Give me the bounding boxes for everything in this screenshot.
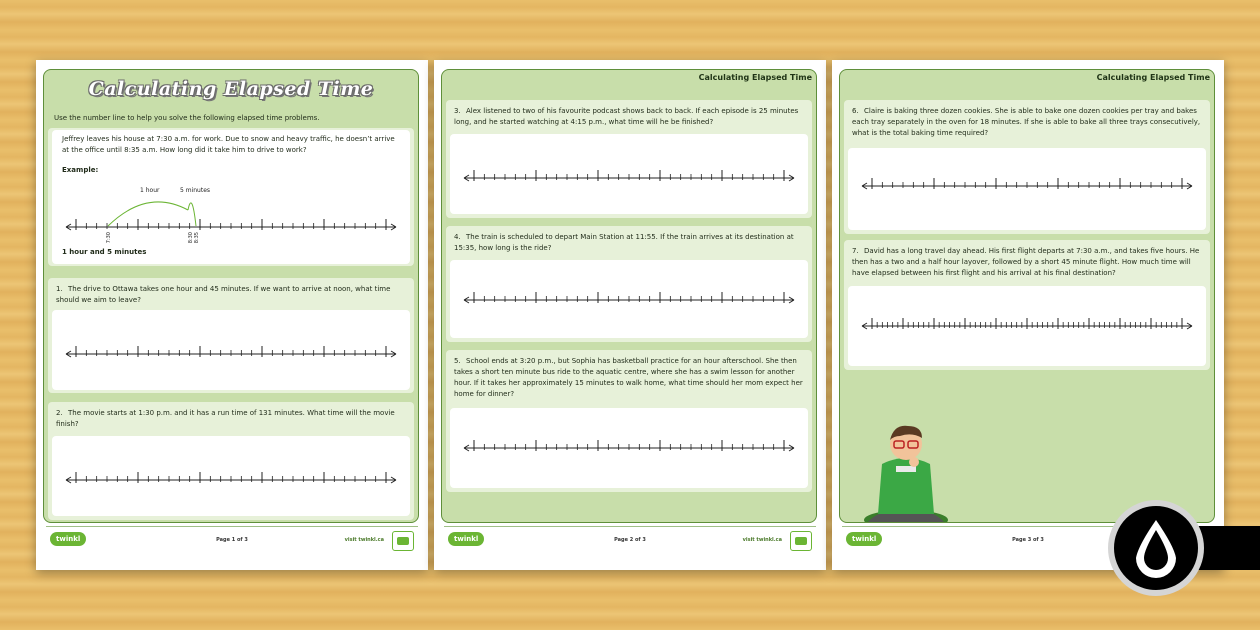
question-body: The movie starts at 1:30 p.m. and it has a run time of 131 minutes. What time will the movie finish? xyxy=(56,409,395,428)
question-number: 6. xyxy=(852,107,859,115)
question-3-panel xyxy=(446,100,812,218)
instructions: Use the number line to help you solve the following elapsed time problems. xyxy=(54,114,320,122)
example-problem: Jeffrey leaves his house at 7:30 a.m. for work. Due to snow and heavy traffic, he doesn’t arrive at the office until 8:35 a.m. How long did it take him to drive to work? xyxy=(62,135,395,154)
number-line-4 xyxy=(450,260,808,338)
question-body: Claire is baking three dozen cookies. She is able to bake one dozen cookies per tray and bakes each tray separately in the oven for 18 minutes. If she is able to bake all three trays consecutively, what is the total baking time required? xyxy=(852,107,1201,137)
answer-box-7[interactable] xyxy=(848,286,1206,366)
number-line-7 xyxy=(848,286,1206,366)
footer-rule xyxy=(46,526,418,527)
worksheet-page-1 xyxy=(36,60,428,570)
page-number: Page 3 of 3 xyxy=(1012,537,1044,543)
question-body: David has a long travel day ahead. His first flight departs at 7:30 a.m., and takes five hours. He then has a two and a half hour layover, followed by a short 45 minute flight. How much time will have elapsed between his first flight and his arrival at his final destination? xyxy=(852,247,1200,277)
footer-rule xyxy=(444,526,816,527)
question-1-text xyxy=(56,284,406,306)
jump-label-1: 1 hour xyxy=(140,187,160,194)
question-number: 3. xyxy=(454,107,461,115)
example-label: Example: xyxy=(62,166,99,174)
question-6-text xyxy=(852,106,1202,139)
tick-label-730: 7:30 xyxy=(106,232,112,244)
thinking-boy-illustration xyxy=(860,422,950,523)
question-5-panel xyxy=(446,350,812,492)
question-body: Alex listened to two of his favourite podcast shows back to back. If each episode is 25 minutes long, and he started watching at 4:15 p.m., what time will he be finished? xyxy=(454,107,799,126)
number-line-1 xyxy=(52,310,410,390)
question-number: 1. xyxy=(56,285,63,293)
question-3-text xyxy=(454,106,804,128)
page-title: Calculating Elapsed Time xyxy=(88,78,374,100)
page-number: Page 1 of 3 xyxy=(216,537,248,543)
site-link[interactable]: visit twinkl.ca xyxy=(344,537,384,543)
page-title: Calculating Elapsed Time xyxy=(698,73,812,82)
question-1-panel xyxy=(48,278,414,393)
worksheet-page-3 xyxy=(832,60,1224,570)
question-6-panel xyxy=(844,100,1210,234)
curriculum-badge-icon xyxy=(790,531,812,551)
answer-box-4[interactable] xyxy=(450,260,808,338)
page-2-frame xyxy=(441,69,817,523)
twinkl-logo: twinkl xyxy=(846,532,882,546)
answer-box-2[interactable] xyxy=(52,436,410,516)
question-7-panel xyxy=(844,240,1210,370)
answer-box-6[interactable] xyxy=(848,148,1206,230)
tick-label-835: 8:35 xyxy=(194,232,200,244)
ink-drop-icon xyxy=(1108,500,1204,596)
question-body: The train is scheduled to depart Main Station at 11:55. If the train arrives at its destination at 15:35, how long is the ride? xyxy=(454,233,794,252)
question-7-text xyxy=(852,246,1202,279)
answer-box-5[interactable] xyxy=(450,408,808,488)
curriculum-badge-icon xyxy=(392,531,414,551)
jump-label-2: 5 minutes xyxy=(180,187,211,194)
number-line-5 xyxy=(450,408,808,488)
tick-label-830: 8:30 xyxy=(188,232,194,244)
number-line-2 xyxy=(52,436,410,516)
question-4-panel xyxy=(446,226,812,342)
question-number: 2. xyxy=(56,409,63,417)
ink-drop-shape xyxy=(1130,518,1182,582)
number-line-6 xyxy=(848,148,1206,230)
twinkl-logo: twinkl xyxy=(50,532,86,546)
question-body: The drive to Ottawa takes one hour and 45 minutes. If we want to arrive at noon, what time should we aim to leave? xyxy=(56,285,391,304)
page-title: Calculating Elapsed Time xyxy=(1096,73,1210,82)
example-panel xyxy=(48,128,414,266)
answer-box-1[interactable] xyxy=(52,310,410,390)
question-number: 5. xyxy=(454,357,461,365)
question-number: 4. xyxy=(454,233,461,241)
question-2-text xyxy=(56,408,406,430)
worksheet-page-2 xyxy=(434,60,826,570)
example-answer: 1 hour and 5 minutes xyxy=(62,248,147,256)
twinkl-logo: twinkl xyxy=(448,532,484,546)
number-line-3 xyxy=(450,134,808,214)
page-3-frame xyxy=(839,69,1215,523)
question-number: 7. xyxy=(852,247,859,255)
jump-arc-5-minutes xyxy=(188,203,196,226)
answer-box-3[interactable] xyxy=(450,134,808,214)
example-box xyxy=(52,130,410,264)
question-body: School ends at 3:20 p.m., but Sophia has basketball practice for an hour afterschool. She then takes a short ten minute bus ride to the aquatic centre, where she has a swim lesson for another hour. If it takes her approximately 15 minutes to walk home, what time should her mom expect her home for dinner? xyxy=(454,357,803,398)
question-2-panel xyxy=(48,402,414,520)
site-link[interactable]: visit twinkl.ca xyxy=(742,537,782,543)
page-1-frame xyxy=(43,69,419,523)
question-4-text xyxy=(454,232,804,254)
jump-arc-1-hour xyxy=(108,202,188,226)
page-number: Page 2 of 3 xyxy=(614,537,646,543)
question-5-text xyxy=(454,356,804,400)
